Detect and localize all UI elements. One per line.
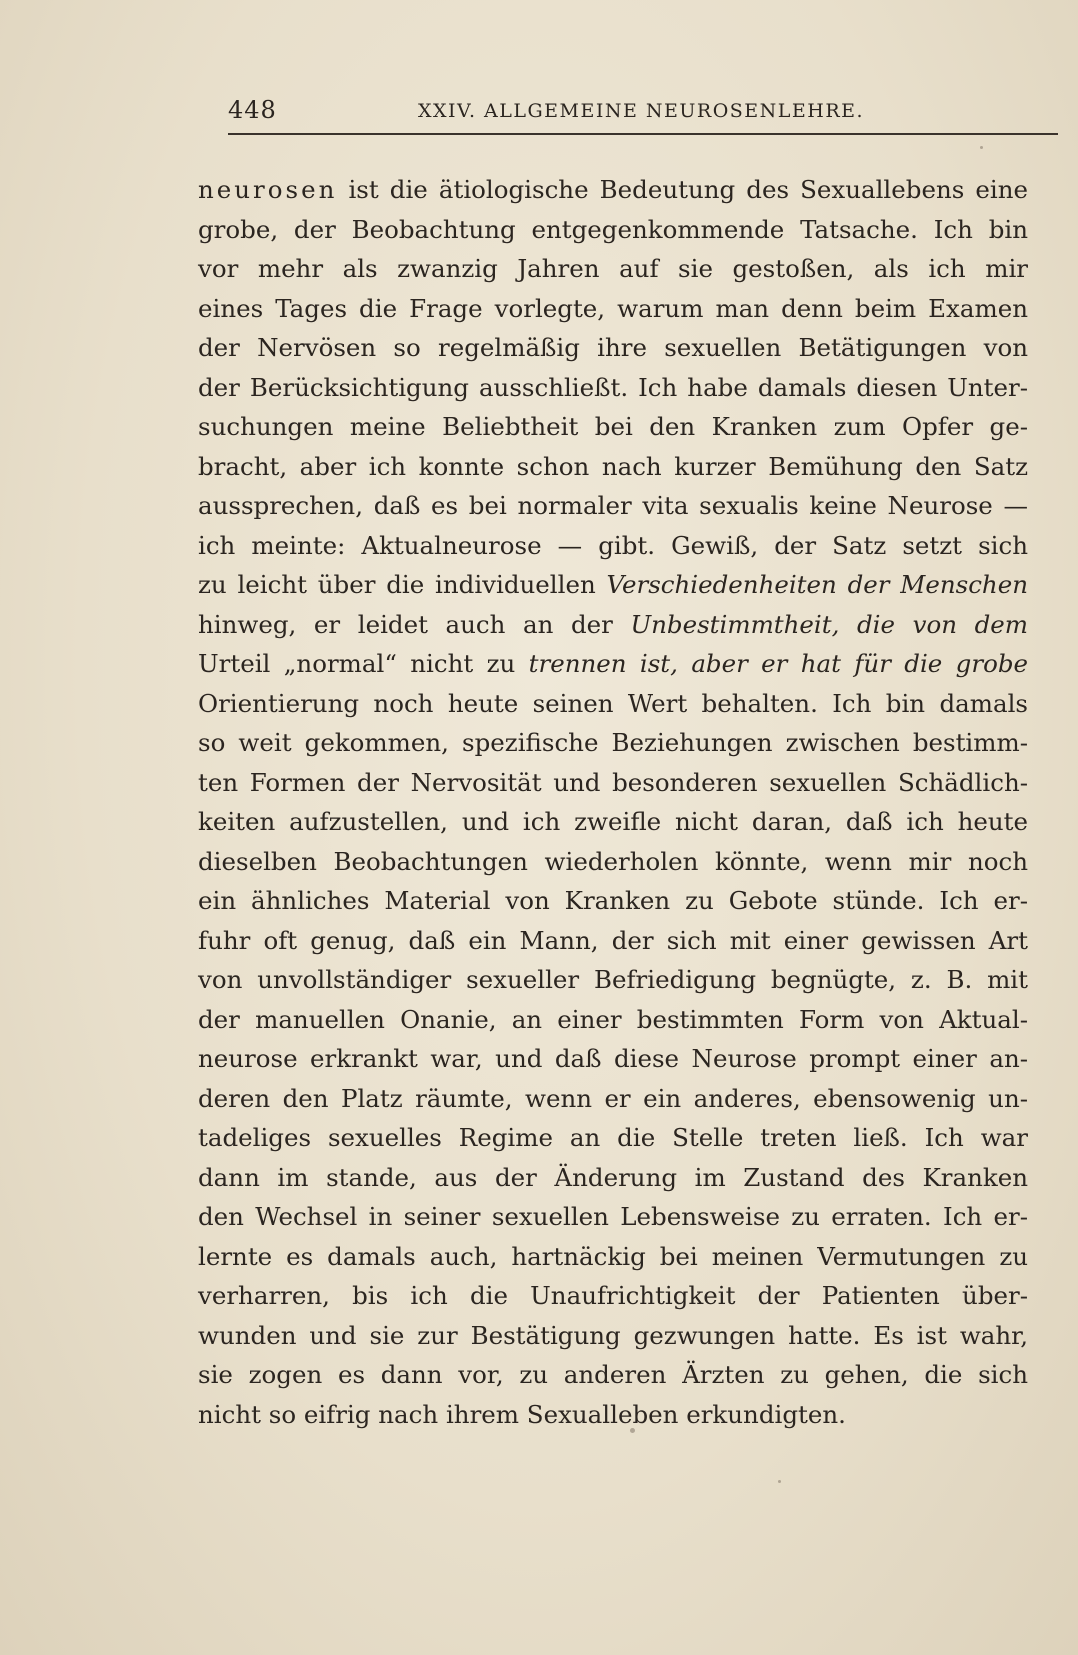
text-run: dann im stande, aus der Änderung im Zustand des Kranken xyxy=(198,1162,1028,1192)
text-line xyxy=(198,249,1028,289)
text-run: Verschiedenheiten der Menschen xyxy=(606,570,1028,599)
text-line xyxy=(198,328,1028,368)
text-run: der Berücksichtigung ausschließt. Ich habe damals diesen Unter- xyxy=(198,372,1028,402)
text-line xyxy=(198,723,1028,763)
text-line xyxy=(198,960,1028,1000)
text-line xyxy=(198,605,1028,645)
text-run: deren den Platz räumte, wenn er ein anderes, ebensowenig un- xyxy=(198,1083,1028,1113)
page-number: 448 xyxy=(228,96,277,124)
text-run: dieselben Beobachtungen wiederholen könnte, wenn mir noch xyxy=(198,846,1028,876)
body-text xyxy=(198,170,1028,1434)
text-run: trennen ist, aber er hat für die grobe xyxy=(528,649,1029,678)
paper-speck xyxy=(778,1480,781,1483)
text-run: lernte es damals auch, hartnäckig bei meinen Vermutungen zu xyxy=(198,1241,1028,1271)
text-run: ich meinte: Aktualneurose — gibt. Gewiß, der Satz setzt sich xyxy=(198,530,1028,560)
text-line xyxy=(198,1039,1028,1079)
text-line xyxy=(198,210,1028,250)
text-line xyxy=(198,684,1028,724)
text-run: bracht, aber ich konnte schon nach kurzer Bemühung den Satz xyxy=(198,451,1028,481)
text-run: neurosen xyxy=(198,175,338,204)
text-line xyxy=(198,1316,1028,1356)
text-run: hinweg, er leidet auch an der xyxy=(198,609,631,639)
text-run: Unbestimmtheit, die von dem xyxy=(630,609,1028,639)
text-line xyxy=(198,1276,1028,1316)
text-line xyxy=(198,526,1028,566)
header-rule xyxy=(228,133,1058,135)
text-line xyxy=(198,763,1028,803)
text-run: zu leicht über die individuellen xyxy=(198,570,607,599)
chapter-title: XXIV. ALLGEMEINE NEUROSENLEHRE. xyxy=(418,100,865,122)
text-line xyxy=(198,1197,1028,1237)
text-run: Orientierung noch heute seinen Wert behalten. Ich bin damals xyxy=(198,688,1028,718)
text-run: eines Tages die Frage vorlegte, warum man denn beim Examen xyxy=(198,293,1028,323)
text-line xyxy=(198,1158,1028,1198)
text-run: aussprechen, daß es bei normaler vita sexualis keine Neurose — xyxy=(198,491,1028,520)
text-line xyxy=(198,368,1028,408)
paper-speck xyxy=(630,1428,635,1433)
text-line xyxy=(198,1237,1028,1277)
text-line xyxy=(198,170,1028,210)
text-line xyxy=(198,407,1028,447)
text-line xyxy=(198,802,1028,842)
text-run: neurose erkrankt war, und daß diese Neurose prompt einer an- xyxy=(198,1044,1028,1073)
text-run: verharren, bis ich die Unaufrichtigkeit der Patienten über- xyxy=(198,1281,1028,1310)
text-run: ten Formen der Nervosität und besonderen sexuellen Schädlich- xyxy=(198,767,1028,797)
text-run: der manuellen Onanie, an einer bestimmten Form von Aktual- xyxy=(198,1004,1028,1034)
text-line xyxy=(198,447,1028,487)
text-run: grobe, der Beobachtung entgegenkommende Tatsache. Ich bin xyxy=(198,214,1028,244)
text-line xyxy=(198,1395,1028,1435)
text-run: keiten aufzustellen, und ich zweifle nicht daran, daß ich heute xyxy=(198,807,1028,836)
text-run: sie zogen es dann vor, zu anderen Ärzten zu gehen, die sich xyxy=(198,1360,1028,1389)
text-line xyxy=(198,1355,1028,1395)
text-line xyxy=(198,486,1028,526)
text-line xyxy=(198,921,1028,961)
text-run: tadeliges sexuelles Regime an die Stelle treten ließ. Ich war xyxy=(198,1123,1028,1152)
text-line xyxy=(198,289,1028,329)
text-run: so weit gekommen, spezifische Beziehungen zwischen bestimm- xyxy=(198,728,1028,757)
text-run: ein ähnliches Material von Kranken zu Gebote stünde. Ich er- xyxy=(198,886,1028,915)
text-line xyxy=(198,842,1028,882)
text-run: den Wechsel in seiner sexuellen Lebensweise zu erraten. Ich er- xyxy=(198,1202,1028,1231)
text-run: der Nervösen so regelmäßig ihre sexuellen Betätigungen von xyxy=(198,333,1028,362)
text-line xyxy=(198,1079,1028,1119)
text-line xyxy=(198,644,1028,684)
text-line xyxy=(198,881,1028,921)
text-run: wunden und sie zur Bestätigung gezwungen hatte. Es ist wahr, xyxy=(198,1320,1028,1350)
text-line xyxy=(198,1118,1028,1158)
text-line xyxy=(198,565,1028,605)
paper-speck xyxy=(980,146,983,149)
text-run: von unvollständiger sexueller Befriedigung begnügte, z. B. mit xyxy=(198,965,1028,994)
text-run: suchungen meine Beliebtheit bei den Kranken zum Opfer ge- xyxy=(198,412,1028,441)
text-run: fuhr oft genug, daß ein Mann, der sich mit einer gewissen Art xyxy=(198,925,1028,955)
text-run: vor mehr als zwanzig Jahren auf sie gestoßen, als ich mir xyxy=(198,254,1028,283)
text-line xyxy=(198,1000,1028,1040)
text-run: nicht so eifrig nach ihrem Sexualleben erkundigten. xyxy=(198,1399,846,1429)
text-run: Urteil „normal“ nicht zu xyxy=(198,649,529,678)
text-run: ist die ätiologische Bedeutung des Sexuallebens eine xyxy=(337,175,1028,204)
running-head xyxy=(228,96,1058,130)
